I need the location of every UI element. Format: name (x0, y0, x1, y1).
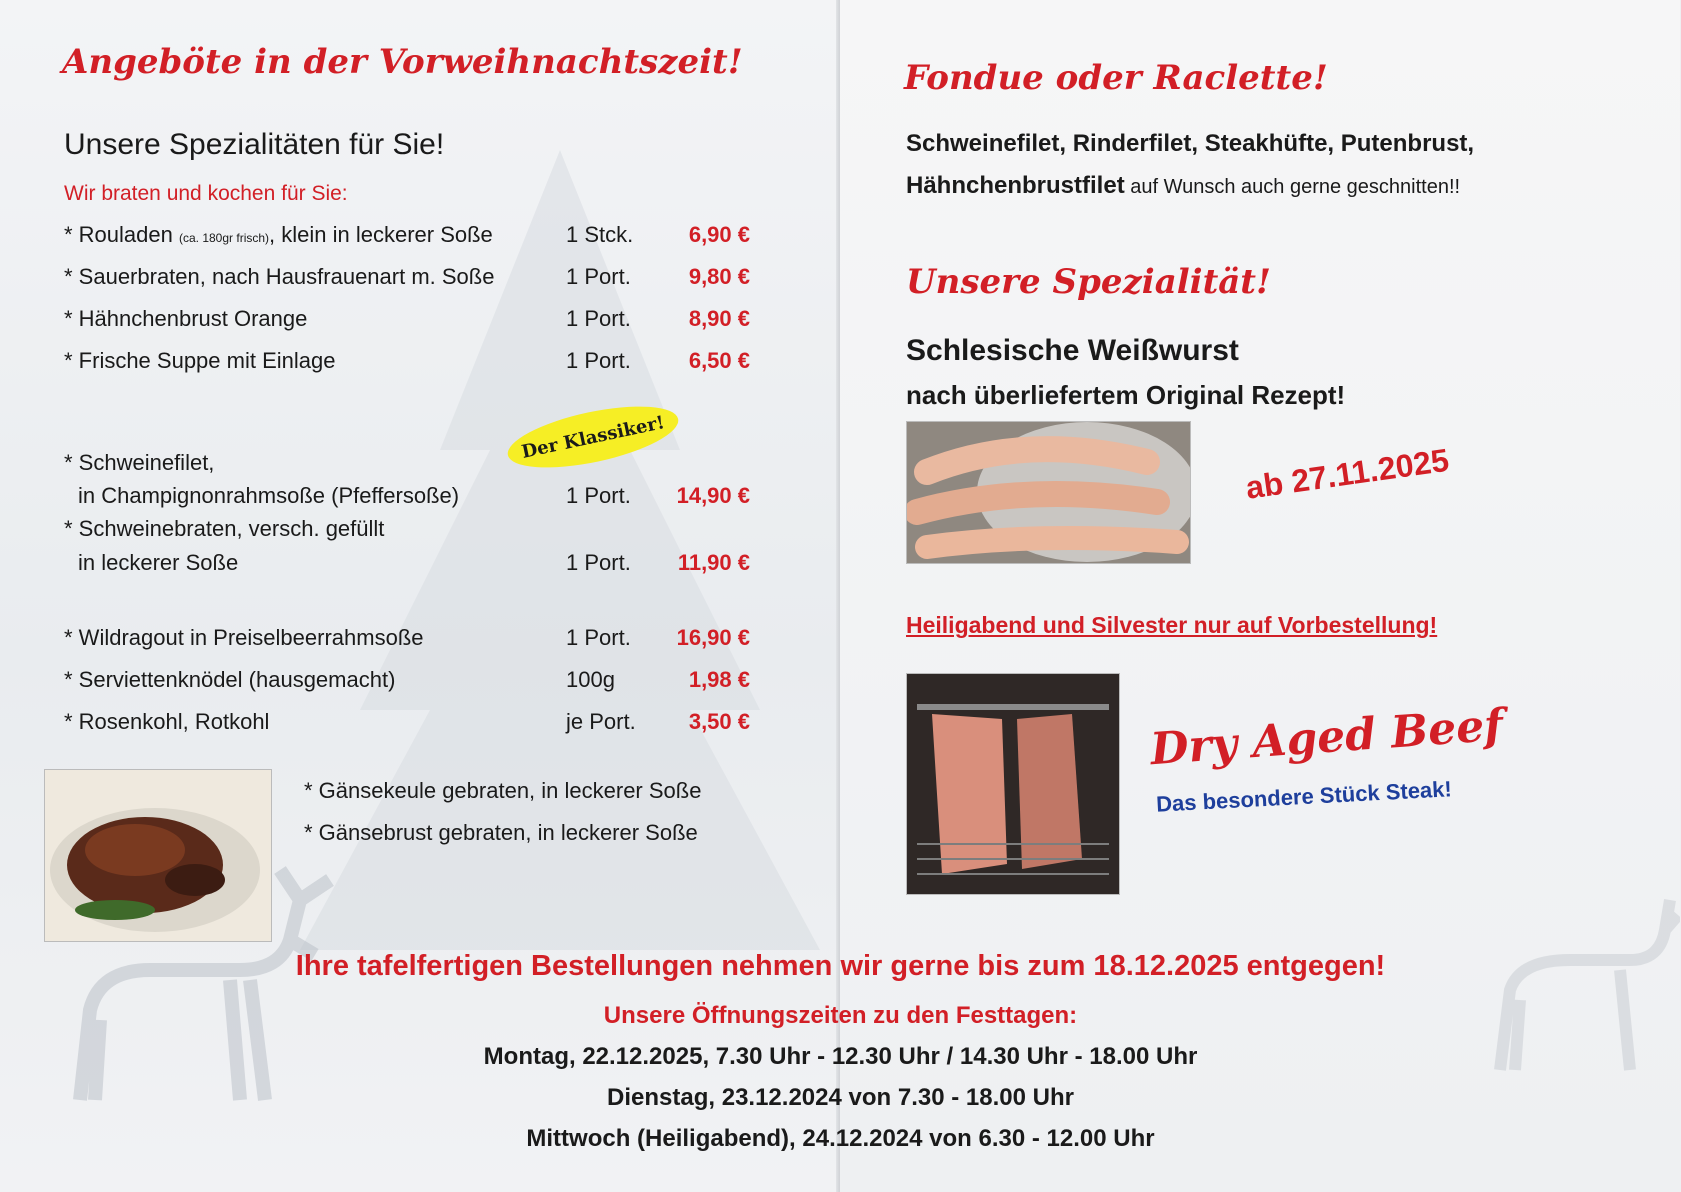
hours-wednesday: Mittwoch (Heiligabend), 24.12.2024 von 6.30 - 12.00 Uhr (526, 1125, 1155, 1152)
item-price: 1,98 € (688, 667, 750, 692)
weisswurst-image (907, 422, 1190, 563)
item-name: * Hähnchenbrust Orange (64, 306, 308, 331)
dry-aged-beef-title: Dry Aged Beef (1148, 699, 1505, 776)
item-name: * Frische Suppe mit Einlage (64, 348, 336, 373)
item-name: * Rouladen (64, 222, 173, 247)
fondue-meats: Schweinefilet, Rinderfilet, Steakhüfte, Putenbrust, (906, 130, 1475, 157)
dry-aged-beef-photo (906, 673, 1120, 895)
item-name-rest: , klein in leckerer Soße (269, 222, 493, 247)
classic-badge: Der Klassiker! (503, 394, 684, 479)
item-price: 8,90 € (688, 306, 750, 331)
item-qty: 1 Port. (566, 306, 631, 331)
wurst-subtitle: nach überliefertem Original Rezept! (906, 380, 1346, 410)
item-price: 14,90 € (676, 483, 750, 508)
item-qty: 1 Port. (566, 264, 631, 289)
roast-goose-photo (44, 769, 272, 942)
item-detail: in leckerer Soße (78, 550, 239, 575)
item-note: (ca. 180gr frisch) (179, 231, 270, 245)
item-name: * Sauerbraten, nach Hausfrauenart m. Soße (64, 264, 495, 289)
item-qty: 1 Port. (566, 483, 631, 508)
item-qty: 1 Port. (566, 348, 631, 373)
item-name: * Schweinefilet, (64, 450, 215, 475)
available-from-date: ab 27.11.2025 (1243, 441, 1452, 506)
goose-breast-item: * Gänsebrust gebraten, in leckerer Soße (304, 820, 698, 845)
item-price: 16,90 € (676, 625, 750, 650)
item-qty: 100g (566, 667, 615, 692)
hours-monday: Montag, 22.12.2025, 7.30 Uhr - 12.30 Uhr / 14.30 Uhr - 18.00 Uhr (483, 1043, 1198, 1070)
item-detail: in Champignonrahmsoße (Pfeffersoße) (78, 483, 460, 508)
preorder-notice: Heiligabend und Silvester nur auf Vorbestellung! (906, 612, 1438, 638)
item-price: 3,50 € (688, 709, 750, 734)
item-name: * Serviettenknödel (hausgemacht) (64, 667, 396, 692)
fondue-heading: Fondue oder Raclette! (904, 58, 1328, 98)
order-deadline: Ihre tafelfertigen Bestellungen nehmen wir gerne bis zum 18.12.2025 entgegen! (295, 950, 1386, 982)
item-qty: 1 Port. (566, 625, 631, 650)
item-price: 6,50 € (688, 348, 750, 373)
item-price: 6,90 € (688, 222, 750, 247)
dry-aged-beef-image (907, 674, 1119, 894)
item-price: 11,90 € (677, 550, 750, 575)
fondue-note: auf Wunsch auch gerne geschnitten!! (1124, 176, 1461, 198)
cooking-subtitle: Wir braten und kochen für Sie: (64, 182, 348, 205)
offers-heading: Angeböte in der Vorweihnachtszeit! (62, 42, 743, 82)
specialties-title: Unsere Spezialitäten für Sie! (64, 128, 445, 161)
roast-goose-image (45, 770, 271, 941)
fondue-chicken: Hähnchenbrustfilet (906, 172, 1125, 199)
item-name: * Wildragout in Preiselbeerrahmsoße (64, 625, 424, 650)
item-qty: 1 Stck. (566, 222, 634, 247)
fondue-line2 (906, 172, 1460, 200)
goose-leg-item: * Gänsekeule gebraten, in leckerer Soße (304, 778, 702, 803)
item-qty: je Port. (566, 709, 636, 734)
hours-tuesday: Dienstag, 23.12.2024 von 7.30 - 18.00 Uhr (607, 1084, 1074, 1111)
item-name: * Rosenkohl, Rotkohl (64, 709, 270, 734)
item-qty: 1 Port. (566, 550, 631, 575)
dry-aged-beef-subtitle: Das besondere Stück Steak! (1155, 776, 1453, 817)
specialty-heading: Unsere Spezialität! (906, 262, 1271, 302)
holiday-hours-title: Unsere Öffnungszeiten zu den Festtagen: (603, 1002, 1078, 1029)
item-name: * Schweinebraten, versch. gefüllt (64, 516, 385, 541)
wurst-title: Schlesische Weißwurst (906, 334, 1239, 367)
item-price: 9,80 € (688, 264, 750, 289)
weisswurst-photo (906, 421, 1191, 564)
